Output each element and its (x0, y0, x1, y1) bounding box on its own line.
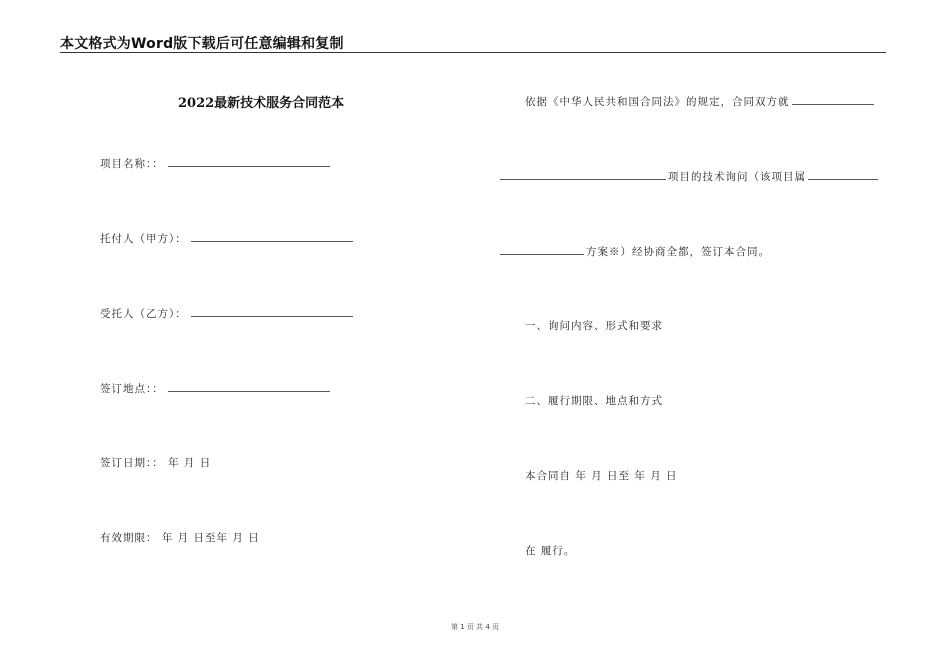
field-project-name (100, 155, 330, 171)
section-consult-content: 一、询问内容、形式和要求 (525, 320, 663, 332)
para-intro-line3-text: 方案※）经协商全都，签订本合同。 (586, 246, 770, 258)
para-intro-line1-text: 依据《中华人民共和国合同法》的规定，合同双方就 (525, 96, 790, 108)
para-intro-line3-blank (500, 243, 584, 255)
clause-contract-period: 本合同自 年 月 日至 年 月 日 (525, 470, 678, 482)
page-number-footer: 第 1 页 共 4 页 (450, 623, 500, 631)
para-intro-line2-blank-a (500, 168, 666, 180)
field-sign-place-label: 签订地点：： (100, 383, 164, 395)
field-project-name-blank (168, 155, 330, 167)
document-title: 2022最新技术服务合同范本 (178, 96, 345, 111)
para-intro-line3 (500, 243, 770, 259)
field-client-blank (191, 230, 353, 242)
field-client (100, 230, 353, 246)
doc-header-banner: 本文格式为Word版下载后可任意编辑和复制 (60, 36, 344, 52)
para-intro-line2-text: 项目的技术询问（该项目属 (668, 171, 806, 183)
section-term-place-method: 二、履行期限、地点和方式 (525, 395, 663, 407)
field-trustee-label: 受托人（乙方）： (100, 308, 187, 320)
field-sign-place-blank (168, 380, 330, 392)
field-trustee-blank (191, 305, 353, 317)
field-client-label: 托付人（甲方）： (100, 233, 187, 245)
para-intro-line1 (525, 93, 874, 109)
para-intro-line2 (500, 168, 878, 184)
field-valid-period: 有效期限： 年 月 日至年 月 日 (100, 532, 260, 544)
field-project-name-label: 项目名称：： (100, 158, 164, 170)
field-trustee (100, 305, 353, 321)
clause-performance-place: 在 履行。 (525, 545, 576, 557)
header-rule (60, 52, 886, 53)
field-sign-date: 签订日期：： 年 月 日 (100, 457, 212, 469)
para-intro-line2-blank-b (808, 168, 878, 180)
field-sign-place (100, 380, 330, 396)
para-intro-line1-blank (792, 93, 874, 105)
